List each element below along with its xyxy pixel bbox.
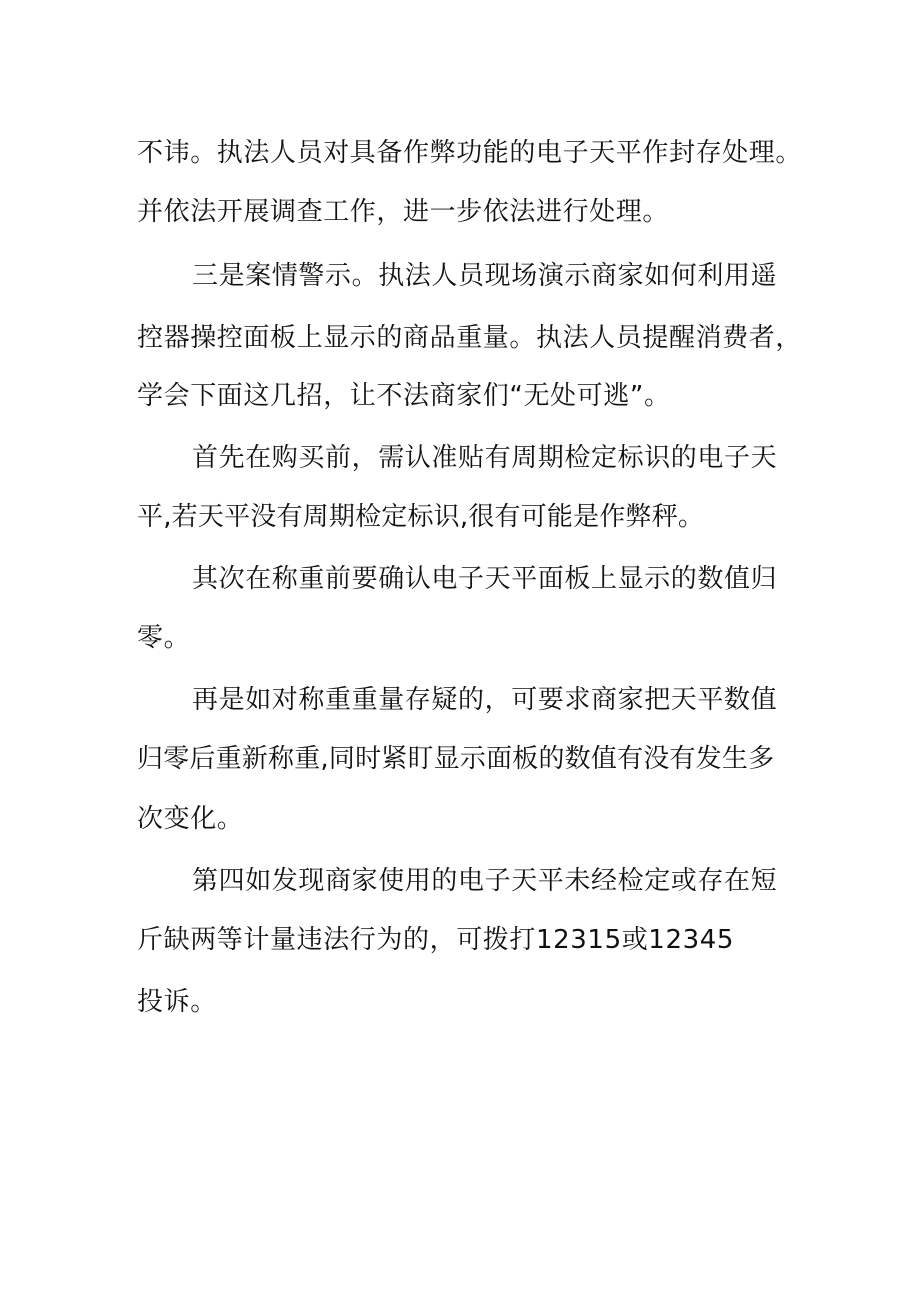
text-line: 第四如发现商家使用的电子天平未经检定或存在短 xyxy=(192,866,778,896)
text-line: 学会下面这几招，让不法商家们“无处可逃”。 xyxy=(137,381,671,411)
text-line: 首先在购买前，需认准贴有周期检定标识的电子天 xyxy=(192,443,778,473)
text-line: 控器操控面板上显示的商品重量。执法人员提醒消费者， xyxy=(137,323,803,353)
text-line: 并依法开展调查工作，进一步依法进行处理。 xyxy=(137,197,670,227)
text-line: 次变化。 xyxy=(137,804,244,834)
text-line: 再是如对称重重量存疑的，可要求商家把天平数值 xyxy=(192,685,778,715)
text-line: 斤缺两等计量违法行为的，可拨打12315或12345 xyxy=(137,925,735,955)
text-line: 平,若天平没有周期检定标识,很有可能是作弊秤。 xyxy=(137,502,705,532)
text-line: 不讳。执法人员对具备作弊功能的电子天平作封存处理。 xyxy=(137,138,803,168)
text-line: 归零后重新称重,同时紧盯显示面板的数值有没有发生多 xyxy=(137,744,775,774)
text-line: 零。 xyxy=(137,623,191,653)
text-line: 三是案情警示。执法人员现场演示商家如何利用遥 xyxy=(192,261,778,291)
text-line: 投诉。 xyxy=(137,987,217,1017)
text-line: 其次在称重前要确认电子天平面板上显示的数值归 xyxy=(192,564,778,594)
